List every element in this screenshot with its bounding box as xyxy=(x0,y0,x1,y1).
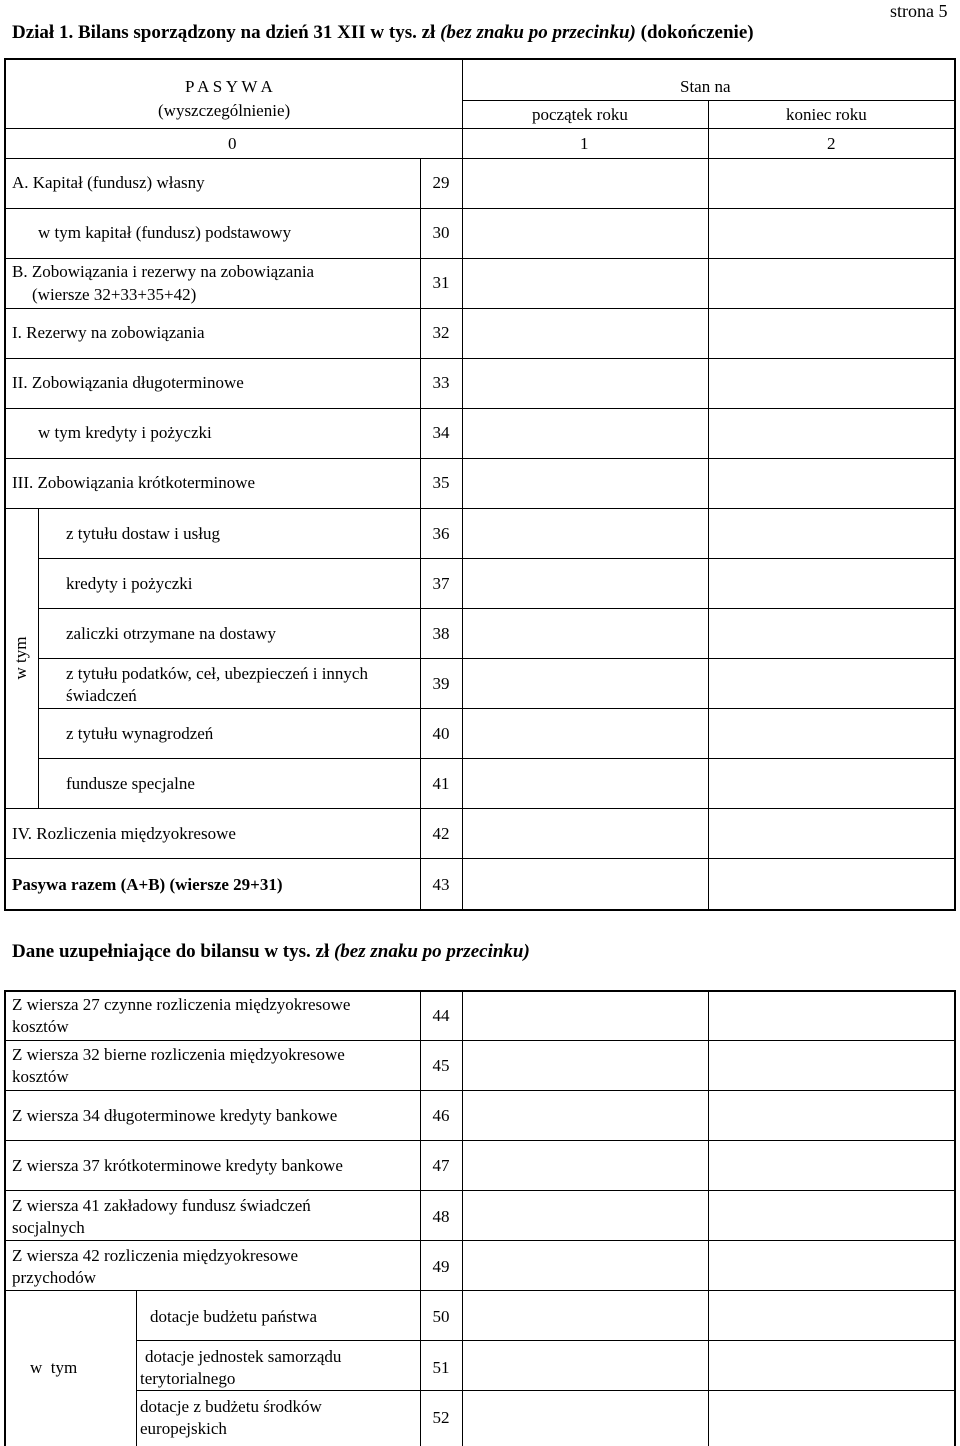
w-tym-vertical-label: w tym xyxy=(11,636,30,680)
supplementary-title xyxy=(12,941,530,963)
supp-number-49: 49 xyxy=(432,1257,450,1276)
row-number-36: 36 xyxy=(432,524,450,543)
row-label-30: w tym kapitał (fundusz) podstawowy xyxy=(38,223,292,242)
row-label-32: I. Rezerwy na zobowiązania xyxy=(12,323,205,342)
supp-label-49-cont: przychodów xyxy=(12,1268,97,1287)
pasywa-heading: P A S Y W A xyxy=(185,77,273,96)
row-number-39: 39 xyxy=(432,674,450,693)
row-label-43: Pasywa razem (A+B) (wiersze 29+31) xyxy=(12,875,283,894)
koniec-roku-heading: koniec roku xyxy=(786,105,867,124)
row-label-40: z tytułu wynagrodzeń xyxy=(66,724,214,743)
row-number-41: 41 xyxy=(432,774,450,793)
supp-label-51: dotacje jednostek samorządu xyxy=(145,1347,342,1366)
row-number-29: 29 xyxy=(432,173,450,192)
supp-number-47: 47 xyxy=(432,1156,450,1175)
supp-label-51-cont: terytorialnego xyxy=(140,1369,236,1388)
poczatek-roku-heading: początek roku xyxy=(532,105,628,124)
supp-number-50: 50 xyxy=(432,1307,450,1326)
page-number: strona 5 xyxy=(890,1,948,21)
row-label-31-cont: (wiersze 32+33+35+42) xyxy=(32,285,197,304)
supp-label-48: Z wiersza 41 zakładowy fundusz świadczeń xyxy=(12,1196,311,1215)
supp-label-52-cont: europejskich xyxy=(140,1419,227,1438)
row-label-38: zaliczki otrzymane na dostawy xyxy=(66,624,277,643)
supp-number-52: 52 xyxy=(432,1408,450,1427)
supp-number-45: 45 xyxy=(432,1056,450,1075)
row-label-29: A. Kapitał (fundusz) własny xyxy=(12,173,205,192)
row-number-30: 30 xyxy=(432,223,450,242)
row-label-31: B. Zobowiązania i rezerwy na zobowiązania xyxy=(12,262,315,281)
row-label-36: z tytułu dostaw i usług xyxy=(66,524,220,543)
row-number-38: 38 xyxy=(432,624,450,643)
supp-label-45: Z wiersza 32 bierne rozliczenia międzyokresowe xyxy=(12,1045,345,1064)
supp-label-44: Z wiersza 27 czynne rozliczenia międzyokresowe xyxy=(12,995,351,1014)
section-title-italic: (bez znaku po przecinku) xyxy=(440,22,636,43)
supp-label-47: Z wiersza 37 krótkoterminowe kredyty bankowe xyxy=(12,1156,343,1175)
row-label-42: IV. Rozliczenia międzyokresowe xyxy=(12,824,236,843)
supp-label-50: dotacje budżetu państwa xyxy=(150,1307,318,1326)
row-label-39-cont: świadczeń xyxy=(66,686,137,705)
row-label-41: fundusze specjalne xyxy=(66,774,195,793)
row-number-35: 35 xyxy=(432,473,450,492)
col-index-0: 0 xyxy=(228,134,237,153)
supp-label-52: dotacje z budżetu środków xyxy=(140,1397,322,1416)
row-label-33: II. Zobowiązania długoterminowe xyxy=(12,373,244,392)
wyszczegolnienie-heading: (wyszczególnienie) xyxy=(158,101,291,120)
row-label-39: z tytułu podatków, ceł, ubezpieczeń i innych xyxy=(66,664,368,683)
supp-number-51: 51 xyxy=(432,1358,450,1377)
row-number-33: 33 xyxy=(432,373,450,392)
row-number-31: 31 xyxy=(432,273,450,292)
col-index-2: 2 xyxy=(827,134,836,153)
section-title-suffix: (dokończenie) xyxy=(635,22,754,43)
row-label-34: w tym kredyty i pożyczki xyxy=(38,423,212,442)
supp-label-49: Z wiersza 42 rozliczenia międzyokresowe xyxy=(12,1246,299,1265)
row-number-32: 32 xyxy=(432,323,450,342)
supplementary-title-italic: (bez znaku po przecinku) xyxy=(333,941,530,962)
stan-na-heading: Stan na xyxy=(680,77,731,96)
supp-number-46: 46 xyxy=(432,1106,450,1125)
supplementary-title-main: Dane uzupełniające do bilansu w tys. zł xyxy=(12,941,334,962)
w-tym-supp-label: w tym xyxy=(30,1358,78,1377)
row-number-37: 37 xyxy=(432,574,450,593)
row-label-37: kredyty i pożyczki xyxy=(66,574,193,593)
row-number-42: 42 xyxy=(432,824,450,843)
row-number-40: 40 xyxy=(432,724,450,743)
section-title xyxy=(12,22,754,44)
supp-label-45-cont: kosztów xyxy=(12,1067,69,1086)
section-title-main: Dział 1. Bilans sporządzony na dzień 31 XII w tys. zł xyxy=(12,22,441,43)
supp-number-44: 44 xyxy=(432,1006,450,1025)
col-index-1: 1 xyxy=(580,134,589,153)
supp-label-46: Z wiersza 34 długoterminowe kredyty bankowe xyxy=(12,1106,338,1125)
row-label-35: III. Zobowiązania krótkoterminowe xyxy=(12,473,256,492)
row-number-43: 43 xyxy=(432,875,450,894)
supp-label-48-cont: socjalnych xyxy=(12,1218,85,1237)
supp-number-48: 48 xyxy=(432,1207,450,1226)
supp-label-44-cont: kosztów xyxy=(12,1017,69,1036)
row-number-34: 34 xyxy=(432,423,450,442)
